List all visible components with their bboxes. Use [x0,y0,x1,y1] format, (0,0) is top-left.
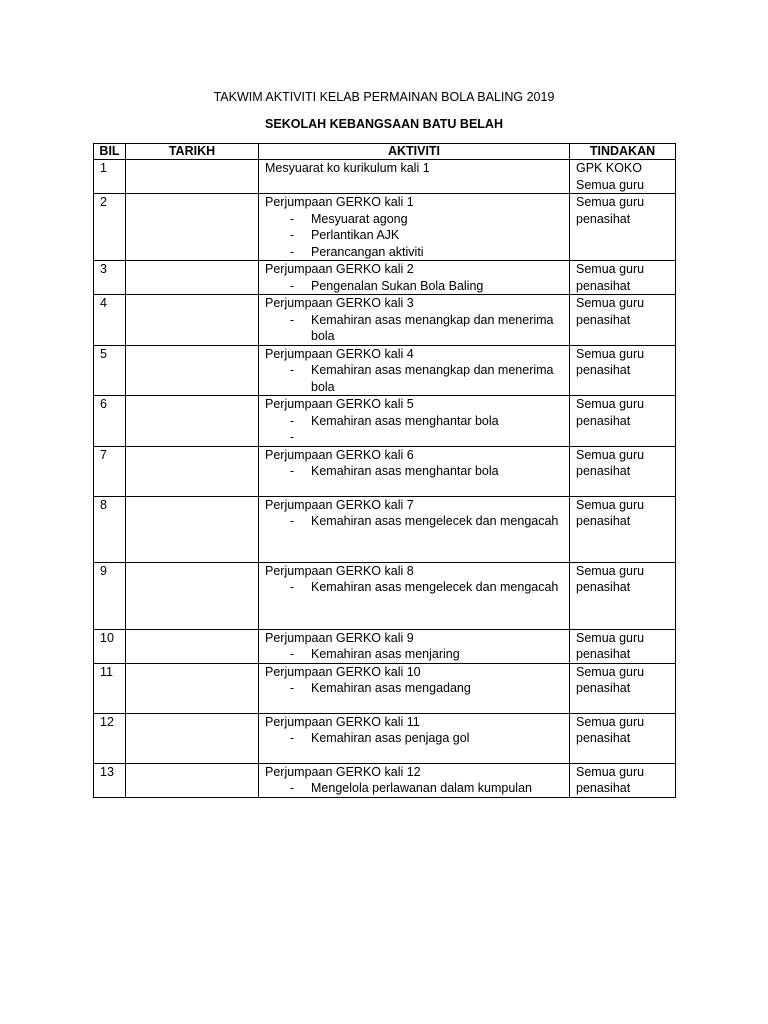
dash-bullet: - [289,731,295,745]
cell-tindakan [570,261,676,295]
activity-main: Perjumpaan GERKO kali 1 [265,195,414,209]
dash-bullet: - [289,514,295,528]
cell-tindakan [570,295,676,346]
tindakan-line: penasihat [576,514,631,528]
activity-subitem-text: Kemahiran asas mengadang [311,681,471,695]
tindakan-line: penasihat [576,781,631,795]
header-bil: BIL [94,144,126,160]
activity-subitem-text [311,429,569,446]
tindakan-line: Semua guru [576,764,645,779]
cell-bil: 2 [94,194,126,261]
activity-subitem [265,312,569,345]
cell-tarikh [126,629,259,663]
cell-tarikh [126,496,259,562]
cell-tarikh [126,663,259,713]
dash-bullet: - [289,228,295,242]
cell-aktiviti [259,446,570,496]
tindakan-line: penasihat [576,731,631,745]
table-body [94,160,676,798]
tindakan-line: Semua guru [576,262,645,276]
cell-tarikh [126,194,259,261]
activity-main: Perjumpaan GERKO kali 11 [265,714,420,729]
tindakan-line: penasihat [576,363,631,377]
table-row [94,194,676,261]
tindakan-line: GPK KOKO [576,161,642,175]
tindakan-line: penasihat [576,413,631,428]
activity-subitem-text: Kemahiran asas menjaring [311,647,460,661]
tindakan-line: penasihat [576,580,631,594]
activity-subitem [265,362,569,395]
cell-bil: 5 [94,345,126,396]
cell-tarikh [126,396,259,447]
cell-tindakan [570,763,676,797]
activity-subitem [265,680,569,697]
header-tarikh: TARIKH [126,144,259,160]
cell-tindakan [570,345,676,396]
cell-tarikh [126,295,259,346]
dash-bullet: - [289,413,295,428]
cell-tarikh [126,345,259,396]
cell-bil: 1 [94,160,126,194]
cell-bil: 11 [94,663,126,713]
activity-subitem [265,429,569,446]
cell-tindakan [570,160,676,194]
cell-tarikh [126,763,259,797]
dash-bullet: - [289,464,295,478]
cell-aktiviti [259,261,570,295]
activity-subitem-text: Perancangan aktiviti [311,244,424,259]
cell-bil: 3 [94,261,126,295]
activity-subitem-text: Kemahiran asas mengelecek dan mengacah [311,514,559,528]
activity-subitem [265,278,569,295]
activity-main: Perjumpaan GERKO kali 10 [265,664,421,679]
cell-tindakan [570,663,676,713]
activity-subitem [265,646,569,663]
activity-subitem-text: Mengelola perlawanan dalam kumpulan [311,781,532,795]
table-row [94,160,676,194]
activity-main: Perjumpaan GERKO kali 7 [265,497,414,512]
header-tindakan: TINDAKAN [570,144,676,160]
table-row [94,763,676,797]
activity-subitem [265,579,569,596]
activity-subitem [265,211,569,228]
tindakan-line: Semua guru [576,447,645,462]
activity-subitem-text: Kemahiran asas menghantar bola [311,413,499,428]
dash-bullet: - [289,681,295,695]
cell-aktiviti [259,713,570,763]
cell-tarikh [126,160,259,194]
cell-aktiviti [259,562,570,629]
dash-bullet: - [289,312,295,327]
cell-bil: 13 [94,763,126,797]
tindakan-line: penasihat [576,681,631,695]
cell-aktiviti [259,629,570,663]
dash-bullet: - [289,363,295,377]
cell-aktiviti [259,295,570,346]
header-aktiviti: AKTIVITI [259,144,570,160]
activity-subitem [265,513,569,530]
table-row [94,629,676,663]
cell-tindakan [570,194,676,261]
activity-main: Perjumpaan GERKO kali 6 [265,447,414,462]
tindakan-line: Semua guru [576,177,645,192]
table-row [94,562,676,629]
activity-main: Mesyuarat ko kurikulum kali 1 [265,161,430,175]
dash-bullet: - [289,430,295,444]
activity-subitem [265,413,569,430]
tindakan-line: Semua guru [576,497,645,512]
cell-bil: 4 [94,295,126,346]
school-name: SEKOLAH KEBANGSAAN BATU BELAH [265,117,503,131]
tindakan-line: Semua guru [576,714,645,729]
cell-aktiviti [259,763,570,797]
cell-tindakan [570,562,676,629]
dash-bullet: - [289,580,295,594]
tindakan-line: Semua guru [576,563,645,578]
cell-bil: 12 [94,713,126,763]
cell-aktiviti [259,663,570,713]
cell-tarikh [126,713,259,763]
dash-bullet: - [289,244,295,259]
table-header-row [94,144,676,160]
activity-subitem [265,244,569,261]
cell-aktiviti [259,396,570,447]
table-row [94,446,676,496]
activity-subitem [265,780,569,797]
cell-tarikh [126,562,259,629]
cell-bil: 8 [94,496,126,562]
tindakan-line: penasihat [576,211,631,226]
activity-subitem [265,730,569,747]
activity-main: Perjumpaan GERKO kali 8 [265,563,414,578]
activity-subitem-text: Mesyuarat agong [311,211,408,226]
cell-bil: 6 [94,396,126,447]
tindakan-line: Semua guru [576,630,645,645]
tindakan-line: Semua guru [576,346,645,361]
cell-bil: 10 [94,629,126,663]
cell-aktiviti [259,160,570,194]
activity-subitem-text: Perlantikan AJK [311,228,400,242]
activity-subitem-text: Kemahiran asas menangkap dan menerima bola [311,312,554,343]
cell-tindakan [570,629,676,663]
tindakan-line: penasihat [576,647,631,661]
dash-bullet: - [289,211,295,226]
cell-aktiviti [259,194,570,261]
activity-subitem-text: Pengenalan Sukan Bola Baling [311,278,484,293]
cell-tindakan [570,446,676,496]
table-row [94,295,676,346]
cell-tarikh [126,261,259,295]
activity-main: Perjumpaan GERKO kali 9 [265,630,414,645]
activity-main: Perjumpaan GERKO kali 3 [265,296,414,310]
cell-bil: 7 [94,446,126,496]
activity-main: Perjumpaan GERKO kali 12 [265,764,421,779]
cell-tindakan [570,713,676,763]
cell-aktiviti [259,496,570,562]
cell-bil: 9 [94,562,126,629]
cell-tarikh [126,446,259,496]
table-row [94,663,676,713]
tindakan-line: Semua guru [576,296,645,310]
tindakan-line: Semua guru [576,664,645,679]
tindakan-line: Semua guru [576,397,645,411]
activity-subitem-text: Kemahiran asas menangkap dan menerima bola [311,363,554,394]
table-row [94,261,676,295]
activity-subitem-text: Kemahiran asas penjaga gol [311,731,470,745]
table-row [94,496,676,562]
cell-aktiviti [259,345,570,396]
table-row [94,345,676,396]
tindakan-line: penasihat [576,464,631,478]
activity-subitem-text: Kemahiran asas menghantar bola [311,464,499,478]
tindakan-line: Semua guru [576,195,645,209]
dash-bullet: - [289,647,295,661]
tindakan-line: penasihat [576,312,631,327]
activity-table [93,143,676,798]
cell-tindakan [570,396,676,447]
tindakan-line: penasihat [576,278,631,293]
activity-main: Perjumpaan GERKO kali 5 [265,397,414,411]
dash-bullet: - [289,781,295,795]
activity-main: Perjumpaan GERKO kali 2 [265,262,414,276]
cell-tindakan [570,496,676,562]
table-row [94,713,676,763]
activity-main: Perjumpaan GERKO kali 4 [265,346,414,361]
table-row [94,396,676,447]
document-title: TAKWIM AKTIVITI KELAB PERMAINAN BOLA BALING 2019 [213,90,555,104]
activity-subitem [265,227,569,244]
dash-bullet: - [289,278,295,293]
activity-subitem [265,463,569,480]
activity-subitem-text: Kemahiran asas mengelecek dan mengacah [311,580,559,594]
